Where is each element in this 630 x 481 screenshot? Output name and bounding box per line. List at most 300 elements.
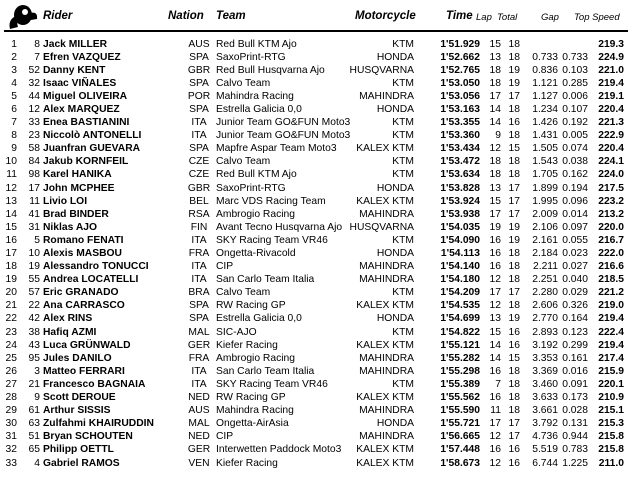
table-row xyxy=(0,195,630,208)
gap-to-first-cell: 2.184 xyxy=(532,248,558,259)
header-lap: Lap xyxy=(476,12,492,23)
table-row xyxy=(0,457,630,470)
total-laps-cell: 18 xyxy=(508,51,520,63)
best-lap-cell: 18 xyxy=(489,64,501,76)
gap-to-first-cell: 2.009 xyxy=(532,208,558,220)
motorcycle-cell: KTM xyxy=(392,156,414,168)
bike-number-cell: 43 xyxy=(28,339,40,351)
best-lap-cell: 16 xyxy=(489,444,501,456)
total-laps-cell: 18 xyxy=(508,169,520,181)
motorcycle-cell: HONDA xyxy=(376,182,414,194)
best-lap-cell: 13 xyxy=(489,51,501,63)
total-laps-cell: 18 xyxy=(508,300,520,312)
nation-cell: SPA xyxy=(189,143,209,155)
team-cell: Calvo Team xyxy=(216,287,271,299)
best-lap-cell: 15 xyxy=(489,195,501,207)
team-cell: CIP xyxy=(216,431,234,443)
gap-to-first-cell: 1.234 xyxy=(532,103,558,115)
motorcycle-cell: KALEX KTM xyxy=(356,339,414,351)
position-cell: 25 xyxy=(5,352,17,364)
gap-to-first-cell: 3.353 xyxy=(532,352,558,364)
motorcycle-cell: MAHINDRA xyxy=(359,405,414,417)
gap-to-previous-cell: 0.014 xyxy=(562,208,588,220)
header-top-speed: Top Speed xyxy=(574,12,620,23)
bike-number-cell: 21 xyxy=(28,378,40,390)
team-cell: Red Bull KTM Ajo xyxy=(216,169,297,181)
team-cell: Junior Team GO&FUN Moto3 xyxy=(216,117,351,129)
gap-to-first-cell: 2.106 xyxy=(532,221,558,233)
table-row xyxy=(0,404,630,417)
gap-to-first-cell: 3.633 xyxy=(532,392,558,404)
top-speed-cell: 220.4 xyxy=(598,103,624,115)
best-lap-cell: 17 xyxy=(489,418,501,430)
top-speed-cell: 217.4 xyxy=(598,352,624,364)
bike-number-cell: 51 xyxy=(28,431,40,443)
team-cell: Mapfre Aspar Team Moto3 xyxy=(216,143,337,155)
lap-time-cell: 1'54.035 xyxy=(440,221,480,233)
motorcycle-cell: MAHINDRA xyxy=(359,90,414,102)
gap-to-previous-cell: 0.326 xyxy=(562,300,588,312)
motorcycle-cell: KALEX KTM xyxy=(356,444,414,456)
total-laps-cell: 17 xyxy=(508,90,520,102)
nation-cell: POR xyxy=(187,90,211,102)
table-row xyxy=(0,155,630,168)
table-row xyxy=(0,142,630,155)
nation-cell: CZE xyxy=(188,156,210,168)
bike-number-cell: 7 xyxy=(34,51,40,63)
gap-to-first-cell: 2.770 xyxy=(532,313,558,325)
lap-time-cell: 1'54.699 xyxy=(440,313,480,325)
gap-to-first-cell: 2.606 xyxy=(532,300,558,312)
top-speed-cell: 215.1 xyxy=(598,405,624,417)
lap-time-cell: 1'53.050 xyxy=(440,77,480,89)
gap-to-previous-cell: 0.005 xyxy=(562,130,588,142)
top-speed-cell: 221.2 xyxy=(598,287,624,299)
rider-name-cell: Alex RINS xyxy=(43,313,93,325)
total-laps-cell: 18 xyxy=(508,156,520,168)
team-cell: Avant Tecno Husqvarna Ajo xyxy=(216,221,343,233)
gap-to-first-cell: 1.543 xyxy=(532,156,558,168)
position-cell: 24 xyxy=(5,339,17,351)
top-speed-cell: 219.4 xyxy=(598,339,624,351)
nation-cell: ITA xyxy=(191,378,207,390)
lap-time-cell: 1'54.180 xyxy=(440,274,480,286)
header-total: Total xyxy=(497,12,518,23)
motorcycle-cell: HONDA xyxy=(376,248,414,259)
lap-time-cell: 1'55.389 xyxy=(440,378,480,390)
position-cell: 30 xyxy=(5,418,17,430)
best-lap-cell: 16 xyxy=(489,392,501,404)
table-row xyxy=(0,299,630,312)
rider-name-cell: Matteo FERRARI xyxy=(43,365,125,377)
gap-to-previous-cell: 0.733 xyxy=(562,51,588,63)
bike-number-cell: 17 xyxy=(28,182,40,194)
motorcycle-cell: MAHINDRA xyxy=(359,261,414,273)
top-speed-cell: 213.2 xyxy=(598,208,624,220)
best-lap-cell: 13 xyxy=(489,182,501,194)
position-cell: 14 xyxy=(5,208,17,220)
top-speed-cell: 218.5 xyxy=(598,274,624,286)
gap-to-previous-cell: 0.097 xyxy=(562,221,588,233)
nation-cell: FRA xyxy=(188,248,210,259)
bike-number-cell: 9 xyxy=(34,392,40,404)
best-lap-cell: 11 xyxy=(490,405,501,417)
team-cell: Calvo Team xyxy=(216,156,271,168)
team-cell: Marc VDS Racing Team xyxy=(216,195,326,207)
nation-cell: SPA xyxy=(189,51,209,63)
total-laps-cell: 18 xyxy=(508,405,520,417)
top-speed-cell: 220.0 xyxy=(598,221,624,233)
best-lap-cell: 13 xyxy=(489,313,501,325)
gap-to-first-cell: 2.161 xyxy=(532,234,558,246)
lap-time-cell: 1'55.282 xyxy=(440,352,480,364)
gap-to-previous-cell: 0.299 xyxy=(562,339,588,351)
team-cell: San Carlo Team Italia xyxy=(216,274,315,286)
rider-name-cell: Luca GRÜNWALD xyxy=(43,339,131,351)
motorcycle-cell: KALEX KTM xyxy=(356,392,414,404)
motorcycle-cell: HUSQVARNA xyxy=(349,64,414,76)
top-speed-cell: 220.4 xyxy=(598,143,624,155)
table-row xyxy=(0,378,630,391)
total-laps-cell: 17 xyxy=(508,182,520,194)
motorcycle-cell: HUSQVARNA xyxy=(349,221,414,233)
position-cell: 10 xyxy=(5,156,17,168)
team-cell: RW Racing GP xyxy=(216,300,286,312)
rider-name-cell: Enea BASTIANINI xyxy=(43,117,130,129)
table-row xyxy=(0,182,630,195)
motorcycle-cell: MAHINDRA xyxy=(359,208,414,220)
gap-to-first-cell: 3.192 xyxy=(532,339,558,351)
bike-number-cell: 52 xyxy=(28,64,40,76)
nation-cell: ITA xyxy=(191,117,207,129)
nation-cell: CZE xyxy=(188,169,210,181)
best-lap-cell: 15 xyxy=(489,38,501,50)
bike-number-cell: 33 xyxy=(28,117,40,129)
team-cell: SaxoPrint-RTG xyxy=(216,51,286,63)
lap-time-cell: 1'52.662 xyxy=(440,51,480,63)
table-row xyxy=(0,430,630,443)
rider-name-cell: Brad BINDER xyxy=(43,208,109,220)
total-laps-cell: 15 xyxy=(508,143,520,155)
best-lap-cell: 12 xyxy=(489,300,501,312)
gap-to-previous-cell: 0.103 xyxy=(562,64,588,76)
table-row xyxy=(0,443,630,456)
lap-time-cell: 1'54.090 xyxy=(440,234,480,246)
nation-cell: BRA xyxy=(188,287,210,299)
total-laps-cell: 18 xyxy=(508,261,520,273)
gap-to-first-cell: 1.127 xyxy=(532,90,558,102)
rider-name-cell: Eric GRANADO xyxy=(43,287,119,299)
rider-name-cell: Andrea LOCATELLI xyxy=(43,274,139,286)
team-cell: SKY Racing Team VR46 xyxy=(216,234,328,246)
lap-time-cell: 1'53.472 xyxy=(440,156,480,168)
gap-to-previous-cell: 0.016 xyxy=(562,365,588,377)
position-cell: 6 xyxy=(11,103,17,115)
nation-cell: FRA xyxy=(188,352,210,364)
motorcycle-cell: KTM xyxy=(392,169,414,181)
total-laps-cell: 16 xyxy=(508,457,520,469)
total-laps-cell: 19 xyxy=(508,221,520,233)
gap-to-previous-cell: 0.096 xyxy=(562,195,588,207)
gap-to-first-cell: 2.251 xyxy=(532,274,558,286)
bike-number-cell: 63 xyxy=(28,418,40,430)
nation-cell: SPA xyxy=(189,103,209,115)
motorcycle-cell: KALEX KTM xyxy=(356,143,414,155)
team-cell: Mahindra Racing xyxy=(216,90,294,102)
bike-number-cell: 3 xyxy=(34,365,40,377)
rider-name-cell: Isaac VIÑALES xyxy=(43,77,117,89)
position-cell: 7 xyxy=(11,117,17,129)
best-lap-cell: 12 xyxy=(489,274,501,286)
rider-name-cell: Niklas AJO xyxy=(43,221,97,233)
table-row xyxy=(0,129,630,142)
gap-to-previous-cell: 0.123 xyxy=(562,326,588,338)
gap-to-previous-cell: 0.107 xyxy=(562,103,588,115)
best-lap-cell: 14 xyxy=(489,339,501,351)
total-laps-cell: 19 xyxy=(508,313,520,325)
position-cell: 11 xyxy=(6,169,17,181)
total-laps-cell: 18 xyxy=(508,378,520,390)
gap-to-previous-cell: 0.040 xyxy=(562,274,588,286)
team-cell: Ongetta-AirAsia xyxy=(216,418,289,430)
rider-name-cell: Danny KENT xyxy=(43,64,106,76)
total-laps-cell: 17 xyxy=(508,431,520,443)
position-cell: 27 xyxy=(5,378,17,390)
bike-number-cell: 98 xyxy=(28,169,40,181)
gap-to-first-cell: 3.460 xyxy=(532,378,558,390)
motorcycle-cell: MAHINDRA xyxy=(359,274,414,286)
best-lap-cell: 15 xyxy=(489,326,501,338)
total-laps-cell: 16 xyxy=(508,339,520,351)
nation-cell: NED xyxy=(188,431,210,443)
motorcycle-cell: KTM xyxy=(392,117,414,129)
nation-cell: FIN xyxy=(190,221,208,233)
table-row xyxy=(0,286,630,299)
table-row xyxy=(0,339,630,352)
gap-to-previous-cell: 0.006 xyxy=(562,90,588,102)
top-speed-cell: 222.0 xyxy=(598,248,624,259)
gap-to-first-cell: 4.736 xyxy=(532,431,558,443)
gap-to-first-cell: 2.893 xyxy=(532,326,558,338)
gap-to-first-cell: 1.995 xyxy=(532,195,558,207)
position-cell: 20 xyxy=(5,287,17,299)
top-speed-cell: 222.4 xyxy=(598,326,624,338)
motorcycle-cell: KTM xyxy=(392,378,414,390)
results-table xyxy=(0,38,630,470)
gap-to-first-cell: 0.733 xyxy=(532,51,558,63)
nation-cell: GER xyxy=(187,339,211,351)
top-speed-cell: 223.2 xyxy=(598,195,624,207)
best-lap-cell: 16 xyxy=(489,234,501,246)
team-cell: San Carlo Team Italia xyxy=(216,365,315,377)
gap-to-previous-cell: 0.285 xyxy=(562,77,588,89)
nation-cell: SPA xyxy=(189,313,209,325)
best-lap-cell: 17 xyxy=(489,90,501,102)
nation-cell: GER xyxy=(187,444,211,456)
table-row xyxy=(0,208,630,221)
lap-time-cell: 1'53.360 xyxy=(440,130,480,142)
table-row xyxy=(0,417,630,430)
position-cell: 28 xyxy=(5,392,17,404)
top-speed-cell: 215.9 xyxy=(598,365,624,377)
bike-number-cell: 5 xyxy=(34,234,40,246)
position-cell: 17 xyxy=(5,248,17,259)
team-cell: Kiefer Racing xyxy=(216,339,278,351)
lap-time-cell: 1'53.828 xyxy=(440,182,480,194)
team-cell: SIC-AJO xyxy=(216,326,257,338)
rider-name-cell: Gabriel RAMOS xyxy=(43,457,120,469)
top-speed-cell: 224.9 xyxy=(598,51,624,63)
motorcycle-cell: KTM xyxy=(392,130,414,142)
bike-number-cell: 58 xyxy=(28,143,40,155)
top-speed-cell: 215.3 xyxy=(598,418,624,430)
table-row xyxy=(0,90,630,103)
top-speed-cell: 224.0 xyxy=(598,169,624,181)
team-cell: Junior Team GO&FUN Moto3 xyxy=(216,130,351,142)
rider-name-cell: Karel HANIKA xyxy=(43,169,112,181)
best-lap-cell: 14 xyxy=(489,117,501,129)
table-row xyxy=(0,221,630,234)
total-laps-cell: 17 xyxy=(508,208,520,220)
gap-to-previous-cell: 0.161 xyxy=(562,352,588,364)
gap-to-first-cell: 0.836 xyxy=(532,64,558,76)
total-laps-cell: 16 xyxy=(508,444,520,456)
best-lap-cell: 18 xyxy=(489,77,501,89)
best-lap-cell: 16 xyxy=(489,261,501,273)
nation-cell: SPA xyxy=(189,300,209,312)
motorcycle-cell: HONDA xyxy=(376,103,414,115)
best-lap-cell: 16 xyxy=(489,248,501,259)
rider-name-cell: Arthur SISSIS xyxy=(43,405,111,417)
team-cell: Calvo Team xyxy=(216,77,271,89)
nation-cell: AUS xyxy=(188,38,210,50)
position-cell: 26 xyxy=(5,365,17,377)
team-cell: SaxoPrint-RTG xyxy=(216,182,286,194)
rider-name-cell: Alexis MASBOU xyxy=(43,248,122,259)
table-row xyxy=(0,260,630,273)
rider-name-cell: Romano FENATI xyxy=(43,234,124,246)
nation-cell: ITA xyxy=(191,274,207,286)
gap-to-first-cell: 1.705 xyxy=(532,169,558,181)
table-row xyxy=(0,273,630,286)
bike-number-cell: 12 xyxy=(28,103,40,115)
rider-name-cell: Alessandro TONUCCI xyxy=(43,261,149,273)
lap-time-cell: 1'58.673 xyxy=(440,457,480,469)
motorcycle-cell: KTM xyxy=(392,77,414,89)
gap-to-first-cell: 1.899 xyxy=(532,182,558,194)
bike-number-cell: 61 xyxy=(28,405,40,417)
team-cell: Interwetten Paddock Moto3 xyxy=(216,444,342,456)
lap-time-cell: 1'54.535 xyxy=(440,300,480,312)
lap-time-cell: 1'56.665 xyxy=(440,431,480,443)
bike-number-cell: 19 xyxy=(28,261,40,273)
position-cell: 19 xyxy=(5,274,17,286)
top-speed-cell: 219.1 xyxy=(598,90,624,102)
motorcycle-cell: MAHINDRA xyxy=(359,352,414,364)
total-laps-cell: 16 xyxy=(508,326,520,338)
nation-cell: GBR xyxy=(187,182,211,194)
bike-number-cell: 95 xyxy=(28,352,40,364)
best-lap-cell: 17 xyxy=(489,208,501,220)
total-laps-cell: 18 xyxy=(508,274,520,286)
top-speed-cell: 216.6 xyxy=(598,261,624,273)
bike-number-cell: 11 xyxy=(29,195,40,207)
header-nation: Nation xyxy=(168,10,204,22)
lap-time-cell: 1'51.929 xyxy=(440,38,480,50)
table-row xyxy=(0,38,630,51)
position-cell: 13 xyxy=(5,195,17,207)
table-row xyxy=(0,168,630,181)
bike-number-cell: 57 xyxy=(28,287,40,299)
position-cell: 5 xyxy=(11,90,17,102)
motorcycle-cell: HONDA xyxy=(376,313,414,325)
gap-to-previous-cell: 0.038 xyxy=(562,156,588,168)
lap-time-cell: 1'54.113 xyxy=(440,248,480,259)
team-cell: Mahindra Racing xyxy=(216,405,294,417)
total-laps-cell: 18 xyxy=(508,248,520,259)
position-cell: 23 xyxy=(5,326,17,338)
gap-to-previous-cell: 0.164 xyxy=(562,313,588,325)
best-lap-cell: 12 xyxy=(489,457,501,469)
gap-to-previous-cell: 0.192 xyxy=(562,117,588,129)
position-cell: 9 xyxy=(11,143,17,155)
lap-time-cell: 1'53.056 xyxy=(440,90,480,102)
table-row xyxy=(0,326,630,339)
bike-number-cell: 42 xyxy=(28,313,40,325)
lap-time-cell: 1'55.298 xyxy=(440,365,480,377)
top-speed-cell: 222.9 xyxy=(598,130,624,142)
team-cell: Red Bull KTM Ajo xyxy=(216,38,297,50)
table-row xyxy=(0,391,630,404)
gap-to-previous-cell: 0.091 xyxy=(562,378,588,390)
rider-name-cell: Jakub KORNFEIL xyxy=(43,156,129,168)
gap-to-first-cell: 2.280 xyxy=(532,287,558,299)
position-cell: 15 xyxy=(5,221,17,233)
table-row xyxy=(0,312,630,325)
motorcycle-cell: KALEX KTM xyxy=(356,457,414,469)
team-cell: Red Bull Husqvarna Ajo xyxy=(216,64,325,76)
motorcycle-cell: MAHINDRA xyxy=(359,365,414,377)
position-cell: 1 xyxy=(11,38,17,50)
rider-name-cell: Hafiq AZMI xyxy=(43,326,97,338)
lap-time-cell: 1'55.121 xyxy=(440,339,480,351)
lap-time-cell: 1'54.209 xyxy=(440,287,480,299)
table-row xyxy=(0,77,630,90)
best-lap-cell: 16 xyxy=(489,365,501,377)
gap-to-previous-cell: 0.027 xyxy=(562,261,588,273)
team-cell: Ambrogio Racing xyxy=(216,352,295,364)
top-speed-cell: 217.5 xyxy=(598,182,624,194)
team-cell: Ongetta-Rivacold xyxy=(216,248,296,259)
lap-time-cell: 1'55.590 xyxy=(440,405,480,417)
gap-to-previous-cell: 0.023 xyxy=(562,248,588,259)
best-lap-cell: 19 xyxy=(489,221,501,233)
position-cell: 21 xyxy=(5,300,17,312)
best-lap-cell: 17 xyxy=(489,287,501,299)
bike-number-cell: 4 xyxy=(34,457,40,469)
bike-number-cell: 65 xyxy=(28,444,40,456)
top-speed-cell: 221.3 xyxy=(598,117,624,129)
total-laps-cell: 18 xyxy=(508,130,520,142)
total-laps-cell: 16 xyxy=(508,117,520,129)
nation-cell: RSA xyxy=(188,208,210,220)
gap-to-first-cell: 1.431 xyxy=(532,130,558,142)
motorcycle-cell: KTM xyxy=(392,234,414,246)
nation-cell: BEL xyxy=(189,195,209,207)
rider-name-cell: Jules DANILO xyxy=(43,352,112,364)
top-speed-cell: 215.8 xyxy=(598,431,624,443)
total-laps-cell: 19 xyxy=(508,64,520,76)
